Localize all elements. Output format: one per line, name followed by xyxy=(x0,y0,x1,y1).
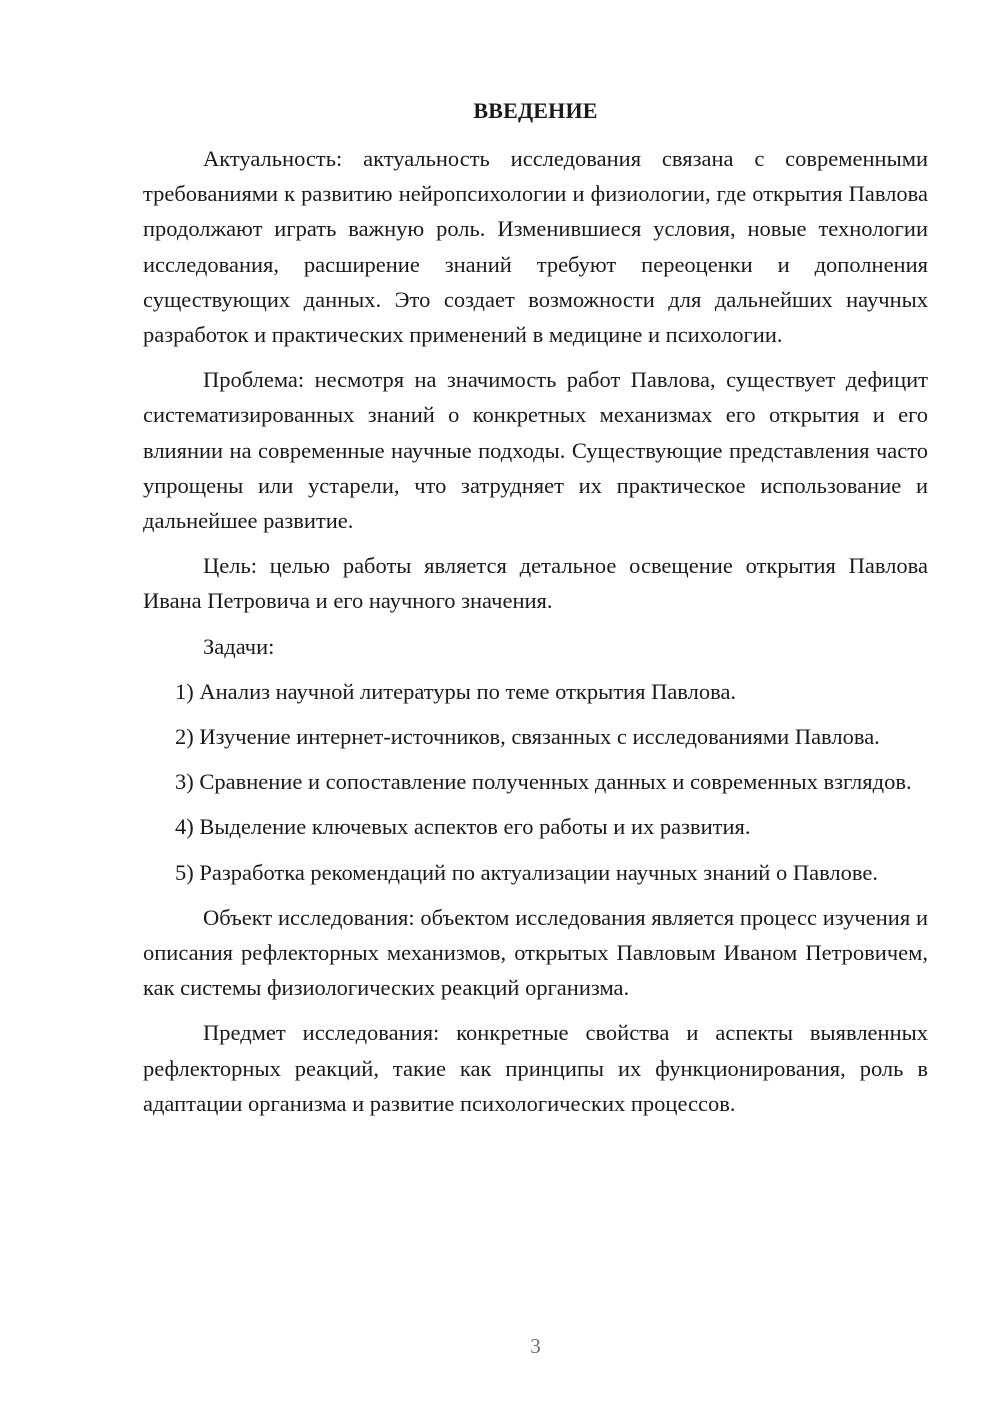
document-page xyxy=(143,0,928,1414)
paragraph-problem: Проблема: несмотря на значимость работ Павлова, существует дефицит систематизированных знаний о конкретных механизмах его открытия и его влиянии на современные научные подходы. Существующие представления часто упрощены или устарели, что затрудняет их практическое использование и дальнейшее развитие. xyxy=(143,367,928,534)
paragraph-goal: Цель: целью работы является детальное освещение открытия Павлова Ивана Петровича и его научного значения. xyxy=(143,553,928,614)
paragraph-tasks-heading: Задачи: xyxy=(203,633,275,659)
paragraph-relevance: Актуальность: актуальность исследования связана с современными требованиями к развитию нейропсихологии и физиологии, где открытия Павлова продолжают играть важную роль. Изменившиеся условия, новые технологии исследования, расширение знаний требуют переоценки и дополнения существующих данных. Это создает возможности для дальнейших научных разработок и практических применений в медицине и психологии. xyxy=(143,146,928,348)
task-item-3: 3) Сравнение и сопоставление полученных данных и современных взглядов. xyxy=(175,769,912,795)
task-item-4: 4) Выделение ключевых аспектов его работы и их развития. xyxy=(175,814,751,840)
page-number: 3 xyxy=(530,1334,541,1358)
paragraph-subject: Предмет исследования: конкретные свойства и аспекты выявленных рефлекторных реакций, такие как принципы их функционирования, роль в адаптации организма и развитие психологических процессов. xyxy=(143,1020,928,1116)
page-title: ВВЕДЕНИЕ xyxy=(473,98,598,123)
paragraph-object: Объект исследования: объектом исследования является процесс изучения и описания рефлекторных механизмов, открытых Павловым Иваном Петровичем, как системы физиологических реакций организма. xyxy=(143,904,928,1001)
task-item-5: 5) Разработка рекомендаций по актуализации научных знаний о Павлове. xyxy=(175,859,878,885)
document-body xyxy=(143,141,928,1131)
task-item-2: 2) Изучение интернет-источников, связанных с исследованиями Павлова. xyxy=(175,724,880,750)
task-item-1: 1) Анализ научной литературы по теме открытия Павлова. xyxy=(175,678,737,704)
